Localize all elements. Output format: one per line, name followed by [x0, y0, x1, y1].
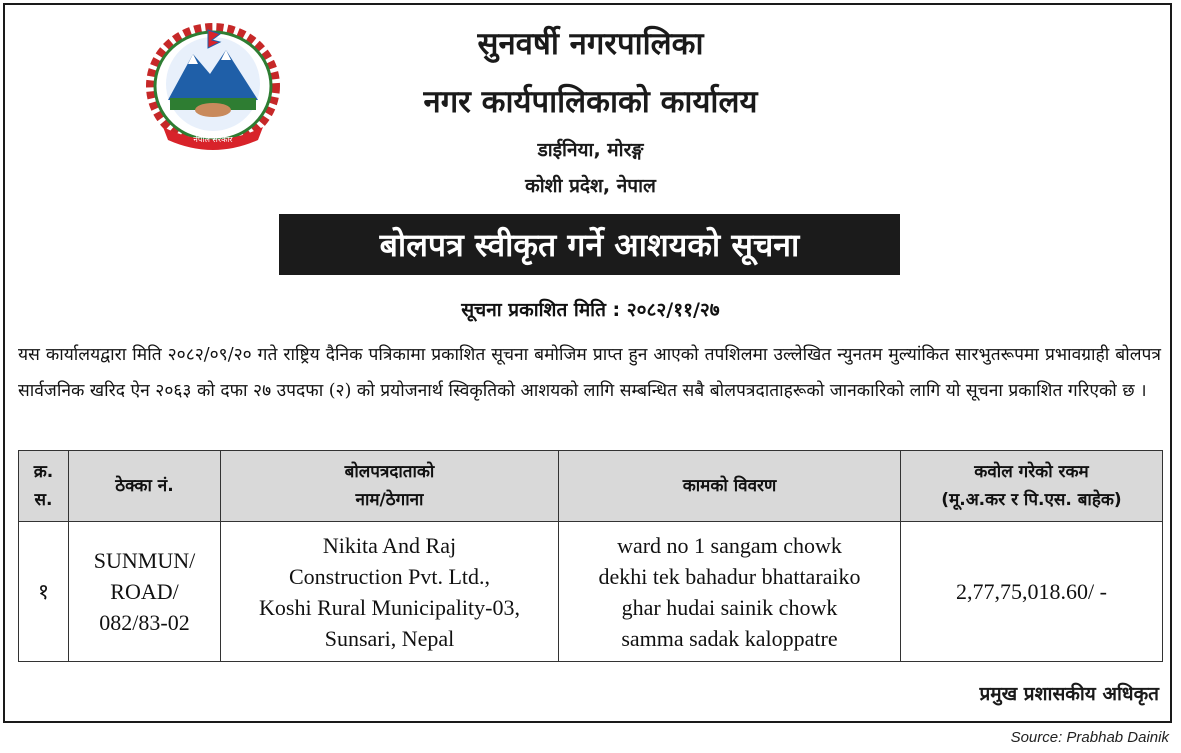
header-amount — [901, 451, 1163, 522]
header-serial-line2: स. — [34, 490, 53, 510]
table-header-row — [19, 451, 1163, 522]
header-amount-line1: कवोल गरेको रकम — [974, 462, 1089, 482]
work-line: ghar hudai sainik chowk — [621, 594, 838, 620]
signatory: प्रमुख प्रशासकीय अधिकृत — [979, 683, 1159, 705]
header-serial-line1: क्र. — [33, 462, 54, 482]
cell-contract-no — [69, 522, 221, 662]
notice-body-text: यस कार्यालयद्वारा मिति २०८२/०९/२० गते राष्ट्रिय दैनिक पत्रिकामा प्रकाशित सूचना बमोजिम प्राप्त हुन आएको तपशिलमा उल्लेखित न्युनतम मुल्यांकित सारभुतरूपमा प्रभावग्राही बोलपत्र सार्वजनिक खरिद ऐन २०६३ को दफा २७ उपदफा (२) को प्रयोजनार्थ स्विकृतिको आशयको लागि सम्बन्धित सबै बोलपत्रदाताहरूको जानकारिको लागि यो सूचना प्रकाशित गरिएको छ । — [18, 345, 1161, 401]
table-row — [19, 522, 1163, 662]
source-credit: Source: Prabhab Dainik — [1010, 729, 1169, 746]
cell-work-description — [559, 522, 901, 662]
header-amount-line2: (मू.अ.कर र पि.एस. बाहेक) — [941, 490, 1122, 510]
office-name: नगर कार्यपालिकाको कार्यालय — [423, 84, 758, 120]
work-line: dekhi tek bahadur bhattaraiko — [598, 563, 861, 589]
header-bidder-line1: बोलपत्रदाताको — [344, 462, 435, 482]
header-bidder-line2: नाम/ठेगाना — [355, 490, 424, 510]
notice-title: बोलपत्र स्वीकृत गर्ने आशयको सूचना — [379, 226, 800, 264]
contract-line: 082/83-02 — [99, 610, 190, 635]
bidder-line: Construction Pvt. Ltd., — [288, 563, 491, 589]
cell-bidder — [221, 522, 559, 662]
bidder-line: Koshi Rural Municipality-03, — [259, 594, 520, 620]
header-work-description: कामको विवरण — [559, 451, 901, 522]
cell-amount: 2,77,75,018.60/ - — [901, 522, 1163, 662]
emblem-motto: नेपाल सरकार — [193, 135, 233, 144]
published-date: सूचना प्रकाशित मिति : २०८२/११/२७ — [461, 299, 720, 321]
bidder-line: Sunsari, Nepal — [324, 625, 455, 651]
work-line: ward no 1 sangam chowk — [617, 532, 842, 558]
award-table — [18, 450, 1163, 662]
address-line-1: डाईनिया, मोरङ्ग — [537, 139, 644, 161]
contract-line: ROAD/ — [110, 579, 179, 604]
municipality-name: सुनवर्षी नगरपालिका — [477, 26, 704, 62]
cell-serial: १ — [19, 522, 69, 662]
address-line-2: कोशी प्रदेश, नेपाल — [525, 175, 656, 197]
notice-title-banner — [279, 214, 900, 275]
bidder-line: Nikita And Raj — [322, 532, 457, 558]
work-line: samma sadak kaloppatre — [621, 625, 838, 651]
header-serial — [19, 451, 69, 522]
header-bidder — [221, 451, 559, 522]
contract-line: SUNMUN/ — [93, 548, 196, 573]
header-contract-no: ठेक्का नं. — [69, 451, 221, 522]
